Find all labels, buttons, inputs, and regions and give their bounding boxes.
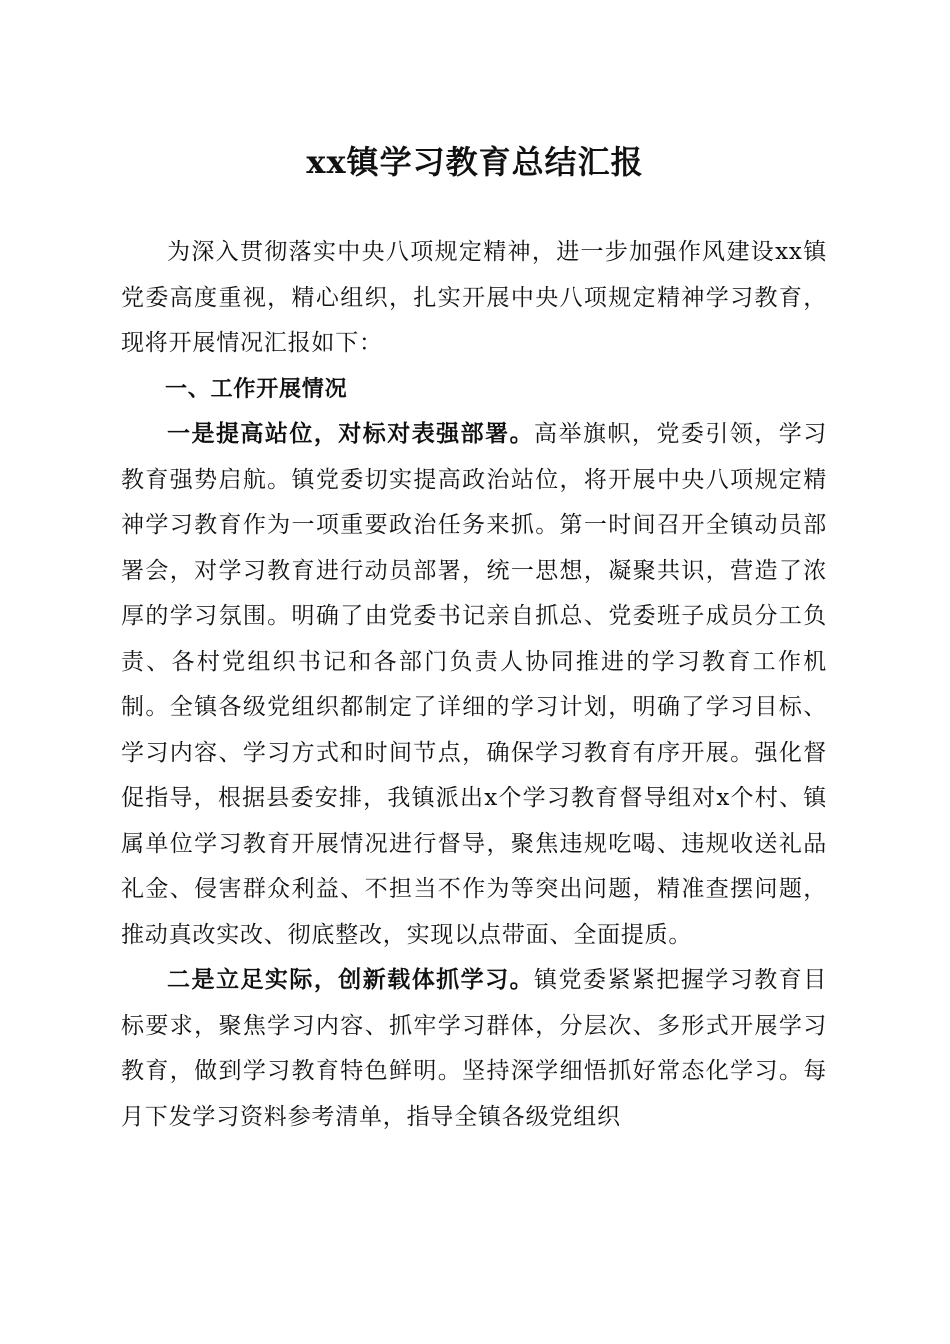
paragraph-1-body: 高举旗帜，党委引领，学习教育强势启航。镇党委切实提高政治站位，将开展中央八项规定精神学习教育作为一项重要政治任务来抓。第一时间召开全镇动员部署会，对学习教育进行动员部署，统一思想，凝聚共识，营造了浓厚的学习氛围。明确了由党委书记亲自抓总、党委班子成员分工负责、各村党组织书记和各部门负责人协同推进的学习教育工作机制。全镇各级党组织都制定了详细的学习计划，明确了学习目标、学习内容、学习方式和时间节点，确保学习教育有序开展。强化督促指导，根据县委安排，我镇派出x个学习教育督导组对x个村、镇属单位学习教育开展情况进行督导，聚焦违规吃喝、违规收送礼品礼金、侵害群众利益、不担当不作为等突出问题，精准查摆问题，推动真改实改、彻底整改，实现以点带面、全面提质。 (121, 421, 828, 948)
document-body (121, 230, 827, 1140)
section-heading: 一、工作开展情况 (165, 376, 348, 402)
paragraph-2 (121, 958, 827, 1140)
document-title: xx镇学习教育总结汇报 (306, 143, 644, 181)
paragraph-1 (121, 412, 827, 958)
paragraph-1-lead: 一是提高站位，对标对表强部署。 (167, 421, 535, 447)
paragraph-2-body: 镇党委紧紧把握学习教育目标要求，聚焦学习内容、抓牢学习群体，分层次、多形式开展学习教育，做到学习教育特色鲜明。坚持深学细悟抓好常态化学习。每月下发学习资料参考清单，指导全镇各级党组织 (121, 967, 828, 1130)
paragraph-2-lead: 二是立足实际，创新载体抓学习。 (167, 967, 535, 993)
intro-paragraph: 为深入贯彻落实中央八项规定精神，进一步加强作风建设xx镇党委高度重视，精心组织，扎实开展中央八项规定精神学习教育，现将开展情况汇报如下： (121, 239, 827, 356)
